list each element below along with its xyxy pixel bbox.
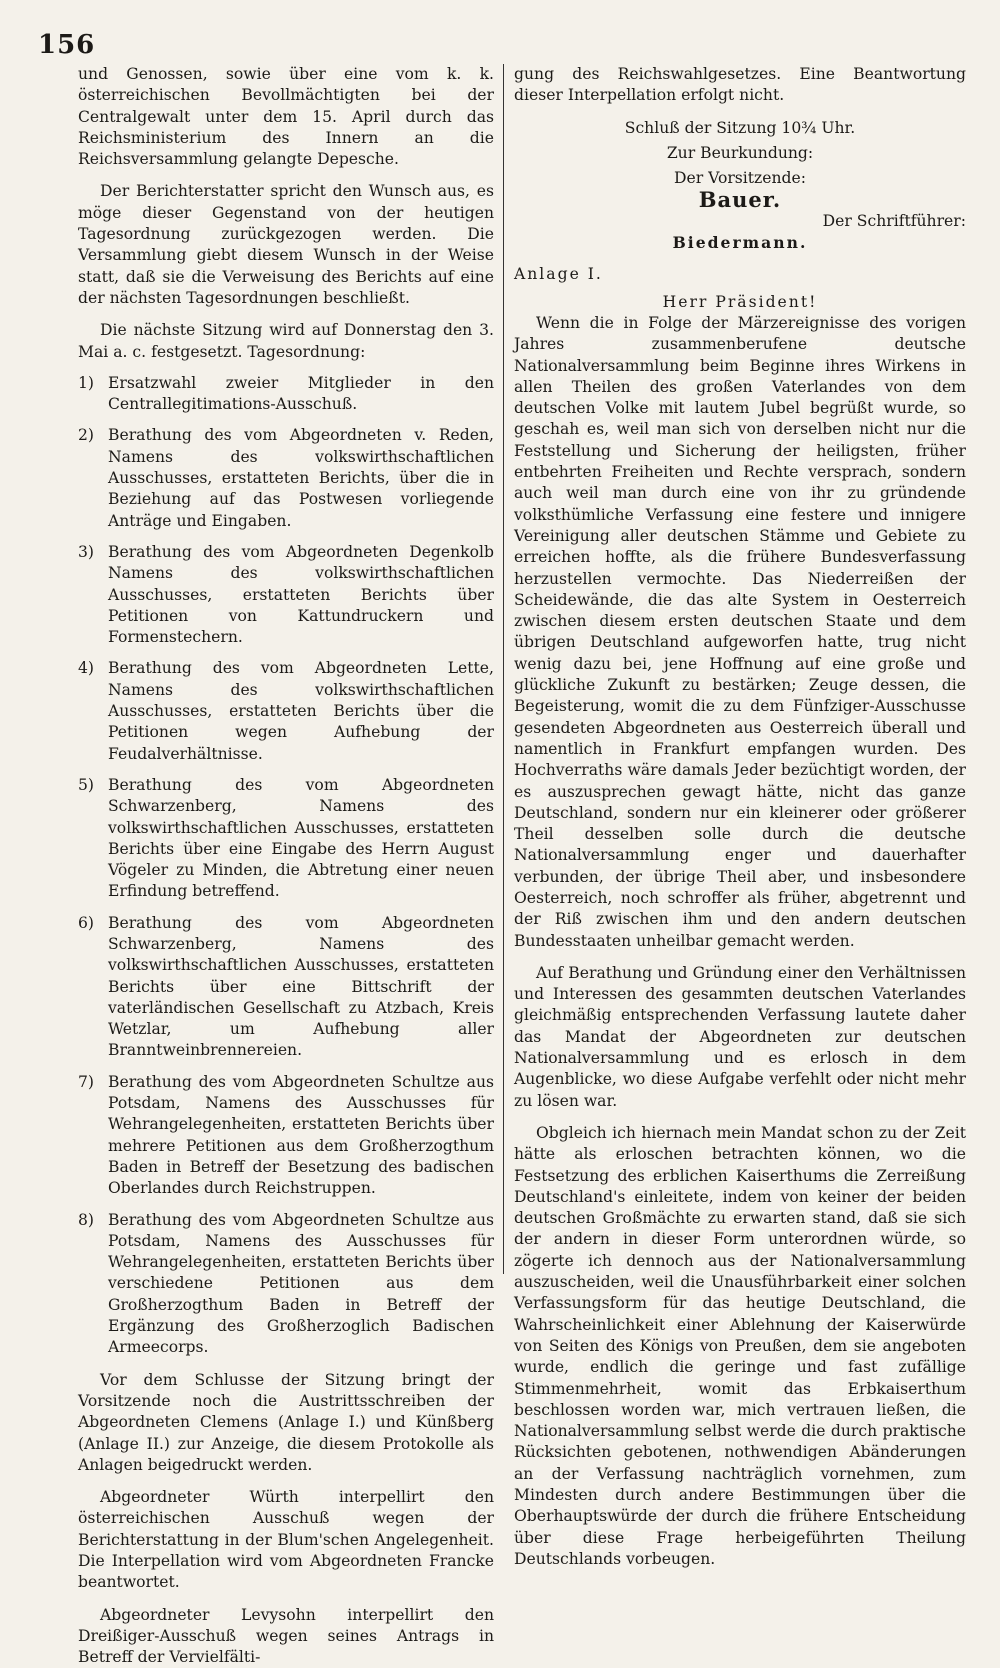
secretary-name: Biedermann.: [672, 233, 808, 253]
paragraph-wuerth-interpellation: Abgeordneter Würth interpellirt den österreichischen Ausschuß wegen der Berichterstattung in der Blum'schen Angelegenheit. Die Interpellation wird vom Abgeordneten Francke beantwortet.: [78, 1488, 494, 1592]
agenda-item-number: 1): [78, 373, 95, 392]
agenda-item-text: Berathung des vom Abgeordneten Schultze aus Potsdam, Namens des Ausschusses für Wehrangelegenheiten, erstatteten Berichts über mehrere Petitionen aus dem Großherzogthum Baden in Betreff der Besetzung des badischen Oberlandes durch Reichstruppen.: [108, 1072, 494, 1198]
paragraph-next-session: Die nächste Sitzung wird auf Donnerstag den 3. Mai a. c. festgesetzt. Tagesordnung:: [78, 321, 494, 361]
letter-paragraph-2: Auf Berathung und Gründung einer den Verhältnissen und Interessen des gesammten deutschen Vaterlandes gleichmäßig entsprechenden Verfassung lautete daher das Mandat der Abgeordneten zur deutschen Nationalversammlung und es erlosch in dem Augenblicke, wo diese Aufgabe verfehlt oder nicht mehr zu lösen war.: [514, 963, 966, 1110]
agenda-item-text: Berathung des vom Abgeordneten Schwarzenberg, Namens des volkswirthschaftlichen Ausschusses, erstatteten Berichts über eine Bittschrift der vaterländischen Gesellschaft zu Atzbach, Kreis Wetzlar, um Aufhebung aller Branntweinbrennereien.: [108, 913, 494, 1060]
page-number: 156: [38, 30, 96, 60]
letter-paragraph-1: Wenn die in Folge der Märzereignisse des vorigen Jahres zusammenberufene deutsche Nationalversammlung beim Beginne ihres Wirkens in allen Theilen des großen Vaterlandes von dem deutschen Volke mit lautem Jubel begrüßt wurde, so geschah es, weil man sich von derselben nicht nur die Feststellung und Sicherung der heiligsten, früher entbehrten Freiheiten und Rechte versprach, sondern auch weil man durch eine von ihr zu gründende volksthümliche Verfassung eine festere und innigere Vereinigung aller deutschen Stämme und Gebiete zu erreichen hoffte, als die frühere Bundesverfassung herzustellen vermochte. Das Niederreißen der Scheidewände, die das alte System in Oesterreich zwischen diesem ersten deutschen Staate und dem übrigen Deutschland aufgeworfen hatte, trug nicht wenig dazu bei, jene Hoffnung auf eine große und glückliche Zukunft zu bestärken; Zeuge dessen, die Begeisterung, womit die zu dem Fünfziger-Ausschusse gesendeten Abgeordneten aus Oesterreich überall und namentlich in Frankfurt empfangen wurden. Des Hochverraths wäre damals Jeder bezüchtigt worden, der es auszusprechen gewagt hätte, nicht das ganze Deutschland, sondern nur ein kleinerer oder größerer Theil desselben solle durch die deutsche Nationalversammlung enger und dauerhafter verbunden, der übrige Theil aber, und insbesondere Oesterreich, noch schroffer als früher, abgetrennt und der Riß zwischen ihm und den andern deutschen Bundesstaaten unheilbar gemacht werden.: [514, 313, 966, 950]
agenda-item: [78, 1210, 494, 1359]
agenda-item: [78, 425, 494, 531]
chairman-name: Bauer.: [698, 187, 782, 213]
paragraph-closing: Vor dem Schlusse der Sitzung bringt der Vorsitzende noch die Austrittsschreiben der Abgeordneten Clemens (Anlage I.) und Künßberg (Anlage II.) zur Anzeige, die diesem Protokolle als Anlagen beigedruckt werden.: [78, 1370, 494, 1474]
agenda-item-number: 3): [78, 542, 95, 561]
session-end-line: Schluß der Sitzung 10¾ Uhr.: [624, 118, 856, 137]
agenda-item-text: Berathung des vom Abgeordneten Schultze aus Potsdam, Namens des Ausschusses für Wehrangelegenheiten, erstatteten Berichts über verschiedene Petitionen aus dem Großherzogthum Baden in Betreff der Ergänzung des Großherzoglich Badischen Armeecorps.: [108, 1210, 494, 1357]
paragraph-continuation: und Genossen, sowie über eine vom k. k. österreichischen Bevollmächtigten bei der Centralgewalt unter dem 15. April durch das Reichsministerium des Innern an die Reichsversammlung gelangte Depesche.: [78, 65, 494, 169]
appendix-heading: Anlage I.: [514, 265, 603, 284]
agenda-item: [78, 542, 494, 648]
left-column: [78, 64, 494, 1668]
agenda-item: [78, 775, 494, 903]
salutation: Herr Präsident!: [662, 292, 818, 311]
right-column: [514, 64, 966, 1570]
agenda-item: [78, 658, 494, 764]
paragraph-levysohn-interpellation: Abgeordneter Levysohn interpellirt den Dreißiger-Ausschuß wegen seines Antrags in Betreff der Vervielfälti-: [78, 1605, 494, 1667]
agenda-item-number: 6): [78, 913, 95, 932]
agenda-item-number: 2): [78, 426, 95, 445]
agenda-item-number: 8): [78, 1210, 95, 1229]
agenda-item-number: 5): [78, 775, 95, 794]
chairman-label: Der Vorsitzende:: [673, 169, 807, 188]
agenda-item: [78, 373, 494, 416]
secretary-label: Der Schriftführer:: [822, 211, 966, 230]
paragraph-continuation: gung des Reichswahlgesetzes. Eine Beantwortung dieser Interpellation erfolgt nicht.: [514, 65, 966, 105]
agenda-item-number: 7): [78, 1072, 95, 1091]
agenda-item-text: Berathung des vom Abgeordneten Lette, Namens des volkswirthschaftlichen Ausschusses, erstatteten Berichts über die Petitionen wegen Aufhebung der Feudalverhältnisse.: [108, 659, 494, 763]
agenda-item-text: Berathung des vom Abgeordneten Schwarzenberg, Namens des volkswirthschaftlichen Ausschusses, erstatteten Berichts über eine Eingabe des Herrn August Vögeler zu Minden, die Abtretung einer neuen Erfindung betreffend.: [108, 775, 494, 901]
column-divider: [503, 64, 504, 1274]
agenda-item-text: Ersatzwahl zweier Mitglieder in den Centrallegitimations-Ausschuß.: [108, 373, 494, 414]
paragraph-berichterstatter: Der Berichterstatter spricht den Wunsch aus, es möge dieser Gegenstand von der heutigen Tagesordnung zurückgezogen werden. Die Versammlung giebt diesem Wunsch in der Weise statt, daß sie die Verweisung des Berichts auf eine der nächsten Tagesordnungen beschließt.: [78, 182, 494, 307]
agenda-item: [78, 1072, 494, 1200]
agenda-item-number: 4): [78, 659, 95, 678]
agenda-item-text: Berathung des vom Abgeordneten Degenkolb Namens des volkswirthschaftlichen Ausschusses, erstatteten Berichts über Petitionen von Kattundruckern und Formenstechern.: [108, 542, 494, 647]
agenda-item: [78, 913, 494, 1062]
certification-line: Zur Beurkundung:: [666, 143, 814, 162]
letter-paragraph-3: Obgleich ich hiernach mein Mandat schon zu der Zeit hätte als erloschen betrachten können, wo die Festsetzung des erblichen Kaiserthums die Zerreißung Deutschland's einleitete, indem von keiner der beiden deutschen Großmächte zu erwarten stand, daß sie sich der andern in dieser Form unterordnen würde, so zögerte ich dennoch aus der Nationalversammlung auszuscheiden, weil die Unausführbarkeit einer solchen Verfassungsform für das heutige Deutschland, die Wahrscheinlichkeit einer Ablehnung der Kaiserwürde von Seiten des Königs von Preußen, dem sie angeboten wurde, endlich die geringe und fast zufällige Stimmenmehrheit, womit das Erbkaiserthum beschlossen worden war, mich vertrauen ließen, die Nationalversammlung selbst werde die durch praktische Rücksichten gebotenen, nothwendigen Abänderungen an der Verfassung nachträglich vornehmen, zum Mindesten durch andere Bestimmungen über die Oberhauptswürde der durch die frühere Entscheidung über diese Frage herbeigeführten Theilung Deutschlands vorbeugen.: [514, 1123, 966, 1568]
agenda-item-text: Berathung des vom Abgeordneten v. Reden, Namens des volkswirthschaftlichen Ausschusses, erstatteten Berichts, über die in Beziehung auf das Postwesen vorliegende Anträge und Eingaben.: [108, 426, 494, 530]
